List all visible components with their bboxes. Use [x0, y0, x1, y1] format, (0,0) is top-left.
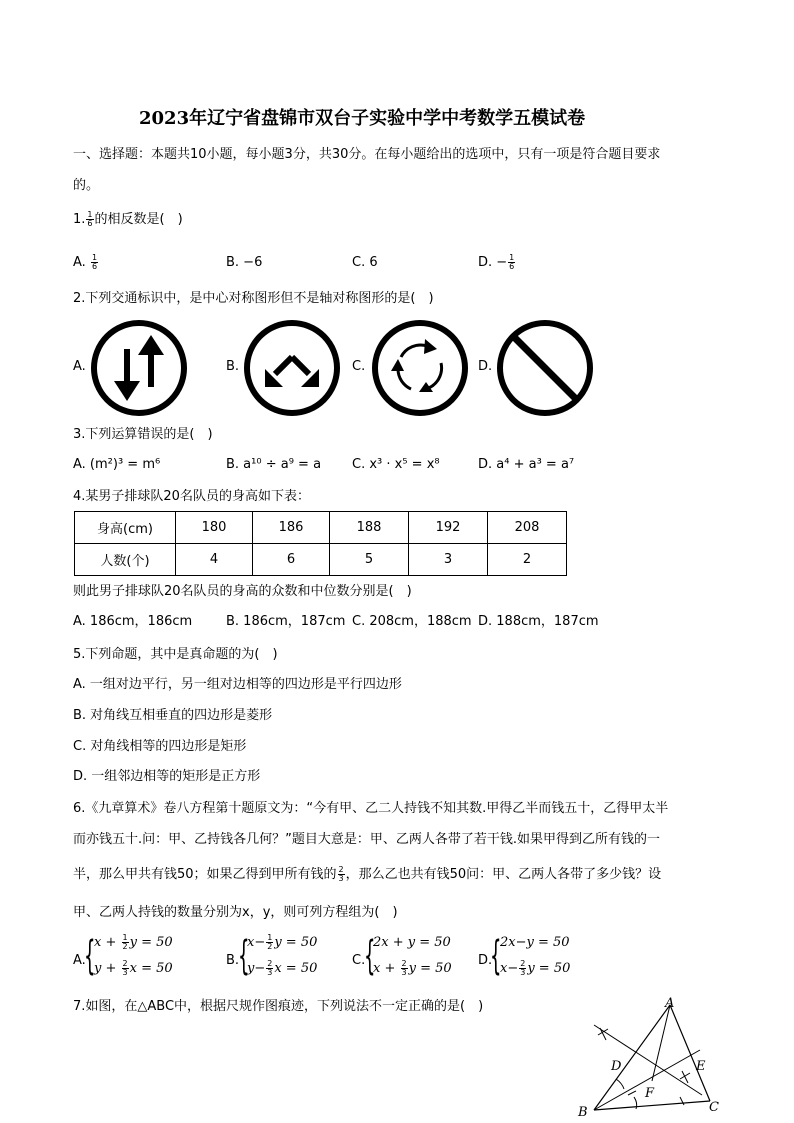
page-title: 2023年辽宁省盘锦市双台子实验中学中考数学五模试卷: [139, 108, 586, 129]
q6-stem-line3: 半，那么甲共有钱50；如果乙得到甲所有钱的 $\frac{2}{3}$ ，那么乙也共有钱50问：甲、乙两人各带了多少钱？设: [73, 865, 662, 883]
q6-option-a[interactable]: x + $\frac{1}{2}$ y = 50 y + $\frac{2}{3}$ x = 50: [94, 933, 173, 977]
q2-label-d[interactable]: D.: [478, 359, 493, 374]
section-heading: 一、选择题：本题共10小题，每小题3分，共30分。在每小题给出的选项中，只有一项是符合题目要求: [73, 147, 661, 162]
q6-label-d[interactable]: D.: [478, 953, 493, 968]
q5-stem: 5.下列命题，其中是真命题的为( ): [73, 647, 278, 662]
point-label-a: A: [665, 996, 675, 1011]
q6-option-c[interactable]: 2x + y = 50 x + $\frac{2}{3}$ y = 50: [373, 935, 452, 977]
table-header-cell: 身高(cm): [75, 512, 176, 544]
q5-option-b[interactable]: B. 对角线互相垂直的四边形是菱形: [73, 708, 273, 723]
table-cell: 3: [409, 544, 488, 576]
table-cell: 4: [176, 544, 253, 576]
q1-option-b[interactable]: B. −6: [226, 255, 263, 270]
q3-option-b[interactable]: B. a¹⁰ ÷ a⁹ = a: [226, 457, 322, 472]
triangle-construction-figure: [572, 995, 732, 1120]
q1-option-c[interactable]: C. 6: [352, 255, 378, 270]
table-cell: 5: [330, 544, 409, 576]
q4-option-c[interactable]: C. 208cm，188cm: [352, 614, 472, 629]
q2-label-a[interactable]: A.: [73, 359, 86, 374]
brace-icon: {: [84, 933, 96, 979]
q5-option-c[interactable]: C. 对角线相等的四边形是矩形: [73, 739, 247, 754]
q6-option-d[interactable]: 2x−y = 50 x− $\frac{2}{3}$ y = 50: [500, 935, 571, 977]
table-cell: 186: [253, 512, 330, 544]
point-label-d: D: [611, 1059, 622, 1074]
q2-label-c[interactable]: C.: [352, 359, 366, 374]
q4-option-b[interactable]: B. 186cm，187cm: [226, 614, 346, 629]
q3-option-d[interactable]: D. a⁴ + a³ = a⁷: [478, 457, 575, 472]
q6-option-b[interactable]: x− $\frac{1}{2}$ y = 50 y− $\frac{2}{3}$ x = 50: [247, 933, 318, 977]
brace-icon: {: [490, 933, 502, 979]
height-table: [74, 511, 567, 576]
q4-question: 则此男子排球队20名队员的身高的众数和中位数分别是( ): [73, 584, 412, 599]
q3-option-c[interactable]: C. x³ · x⁵ = x⁸: [352, 457, 440, 472]
brace-icon: {: [238, 933, 250, 979]
point-label-f: F: [645, 1086, 655, 1101]
q2-stem: 2.下列交通标识中，是中心对称图形但不是轴对称图形的是( ): [73, 291, 434, 306]
q1-option-a[interactable]: A. $\frac{1}{6}$: [73, 253, 98, 271]
brace-icon: {: [364, 933, 376, 979]
table-cell: 180: [176, 512, 253, 544]
q1-stem: 1. $\frac{1}{6}$ 的相反数是( ): [73, 210, 183, 228]
table-row: [75, 512, 567, 544]
q1-option-d[interactable]: D. − $\frac{1}{6}$: [478, 253, 515, 271]
q6-stem-line2: 而亦钱五十.问：甲、乙持钱各几何？”题目大意是：甲、乙两人各带了若干钱.如果甲得到乙所有钱的一: [73, 832, 661, 847]
table-cell: 188: [330, 512, 409, 544]
q3-stem: 3.下列运算错误的是( ): [73, 427, 213, 442]
q6-label-b[interactable]: B.: [226, 953, 240, 968]
q5-option-d[interactable]: D. 一组邻边相等的矩形是正方形: [73, 769, 261, 784]
table-row: [75, 544, 567, 576]
traffic-sign-roundabout-icon: [371, 319, 469, 417]
q6-label-c[interactable]: C.: [352, 953, 366, 968]
q6-stem-line4: 甲、乙两人持钱的数量分别为x，y，则可列方程组为( ): [73, 905, 398, 920]
traffic-sign-prohibition-icon: [496, 319, 594, 417]
point-label-c: C: [709, 1100, 719, 1115]
table-cell: 208: [488, 512, 567, 544]
table-cell: 192: [409, 512, 488, 544]
q7-stem: 7.如图，在△ABC中，根据尺规作图痕迹，下列说法不一定正确的是( ): [73, 999, 484, 1014]
q4-option-a[interactable]: A. 186cm，186cm: [73, 614, 193, 629]
q5-option-a[interactable]: A. 一组对边平行，另一组对边相等的四边形是平行四边形: [73, 677, 402, 692]
traffic-sign-two-way-icon: [90, 319, 188, 417]
traffic-sign-diverge-icon: [243, 319, 341, 417]
q2-label-b[interactable]: B.: [226, 359, 240, 374]
point-label-b: B: [578, 1105, 588, 1120]
fraction: $\frac{1}{6}$: [87, 210, 93, 228]
section-heading-cont: 的。: [73, 178, 100, 193]
q3-option-a[interactable]: A. (m²)³ = m⁶: [73, 457, 161, 472]
table-cell: 6: [253, 544, 330, 576]
q6-stem-line1: 6.《九章算术》卷八方程第十题原文为：“今有甲、乙二人持钱不知其数.甲得乙半而钱五十，乙得甲太半: [73, 801, 669, 816]
q6-label-a[interactable]: A.: [73, 953, 86, 968]
q4-option-d[interactable]: D. 188cm，187cm: [478, 614, 599, 629]
table-header-cell: 人数(个): [75, 544, 176, 576]
table-cell: 2: [488, 544, 567, 576]
point-label-e: E: [696, 1059, 706, 1074]
q4-stem: 4.某男子排球队20名队员的身高如下表：: [73, 489, 310, 504]
